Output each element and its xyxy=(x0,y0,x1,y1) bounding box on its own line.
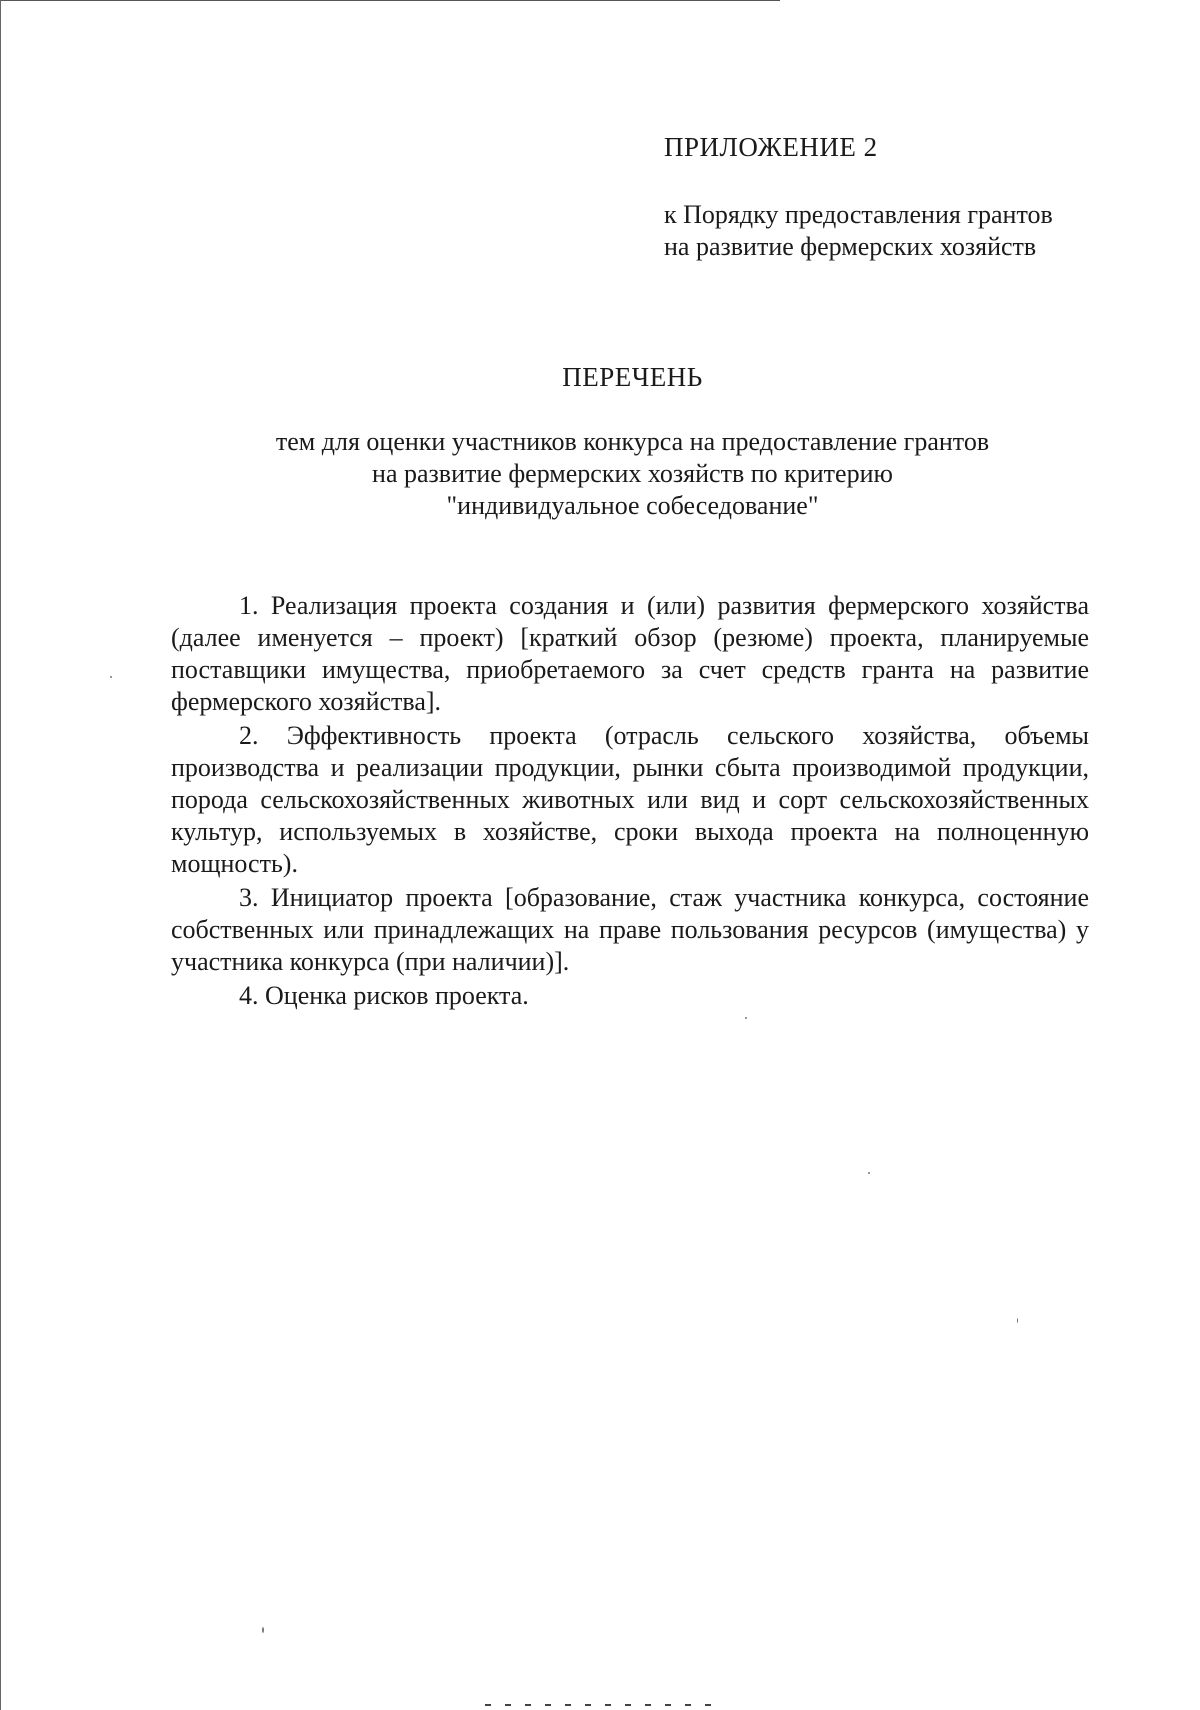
scan-edge-bottom xyxy=(485,1704,725,1706)
subtitle-line: "индивидуальное собеседование" xyxy=(446,491,819,520)
scan-speck xyxy=(745,1017,747,1019)
scan-speck xyxy=(262,1627,264,1633)
document-title: ПЕРЕЧЕНЬ xyxy=(562,362,703,392)
list-item: 4. Оценка рисков проекта. xyxy=(239,981,529,1010)
scan-speck xyxy=(110,676,112,678)
list-item: 2. Эффективность проекта (отрасль сельского хозяйства, объемы производства и реализации продукции, рынки сбыта производимой продукции, порода сельскохозяйственных животных или вид и сорт сельскохозяйственных культур, используемых в хозяйстве, сроки выхода проекта на полноценную мощность). xyxy=(171,721,1089,878)
scan-edge-top xyxy=(0,0,780,1)
appendix-reference xyxy=(664,199,1104,263)
scan-speck xyxy=(868,1172,870,1174)
appendix-reference-line: к Порядку предоставления грантов xyxy=(664,200,1053,229)
list-item: 3. Инициатор проекта [образование, стаж участника конкурса, состояние собственных или принадлежащих на праве пользования ресурсов (имущества) у участника конкурса (при наличии)]. xyxy=(171,883,1089,976)
subtitle-line: на развитие фермерских хозяйств по критерию xyxy=(372,459,893,488)
appendix-label: ПРИЛОЖЕНИЕ 2 xyxy=(664,132,878,162)
subtitle-line: тем для оценки участников конкурса на предоставление грантов xyxy=(275,427,990,456)
document-subtitle xyxy=(0,426,1200,522)
scan-edge-left xyxy=(0,0,1,1710)
appendix-reference-line: на развитие фермерских хозяйств xyxy=(664,232,1037,261)
topics-list xyxy=(171,590,1089,1014)
scan-speck xyxy=(1017,1318,1018,1323)
list-item: 1. Реализация проекта создания и (или) развития фермерского хозяйства (далее именуется – проект) [краткий обзор (резюме) проекта, планируемые поставщики имущества, приобретаемого за счет средств гранта на развитие фермерского хозяйства]. xyxy=(171,591,1089,716)
